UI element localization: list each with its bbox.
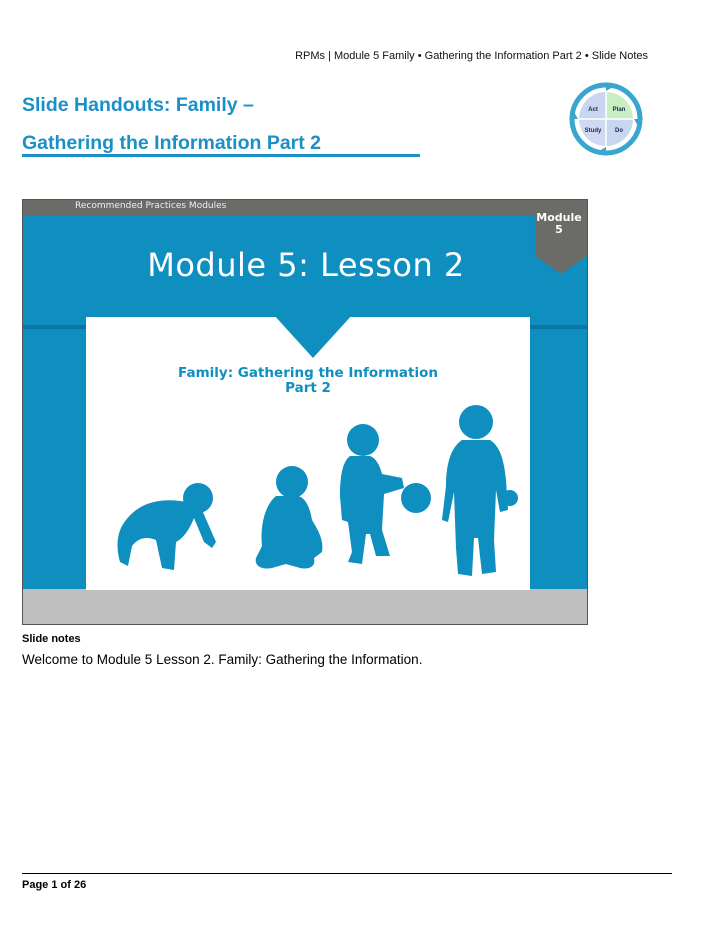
page-number: Page 1 of 26 [22,879,87,891]
slide-top-bar [23,200,587,215]
pdca-study-label: Study [584,128,602,134]
pdca-plan-label: Plan [612,107,626,113]
slide-notes-label: Slide notes [22,633,81,645]
pdca-do-label: Do [615,128,623,134]
slide-subtitle-line-1: Family: Gathering the Information [178,365,438,381]
slide-heading: Module 5: Lesson 2 [147,246,465,284]
footer-divider [22,873,672,874]
slide-thumbnail [22,199,588,625]
standing-child-silhouette [442,405,518,576]
title-line-1: Slide Handouts: Family – [22,94,254,116]
pdca-act-label: Act [588,107,598,113]
title-line-2: Gathering the Information Part 2 [22,132,322,154]
slide-notch-shape [273,314,353,358]
running-header: RPMs | Module 5 Family • Gathering the Information Part 2 • Slide Notes [295,50,648,62]
slide-subtitle-line-2: Part 2 [285,380,331,396]
pdca-cycle-icon [566,79,646,159]
crawling-baby-silhouette [118,483,216,570]
slide-top-bar-label: Recommended Practices Modules [75,201,227,211]
toddler-with-ball-silhouette [340,424,431,564]
slide-notes-text: Welcome to Module 5 Lesson 2. Family: Gathering the Information. [22,652,423,667]
title-underline [22,154,420,157]
module-badge [533,212,585,236]
module-badge-line-1: Module [536,211,582,224]
module-badge-line-2: 5 [555,223,563,236]
sitting-baby-silhouette [256,466,323,569]
document-title [22,86,442,162]
children-silhouettes-illustration [86,370,530,590]
